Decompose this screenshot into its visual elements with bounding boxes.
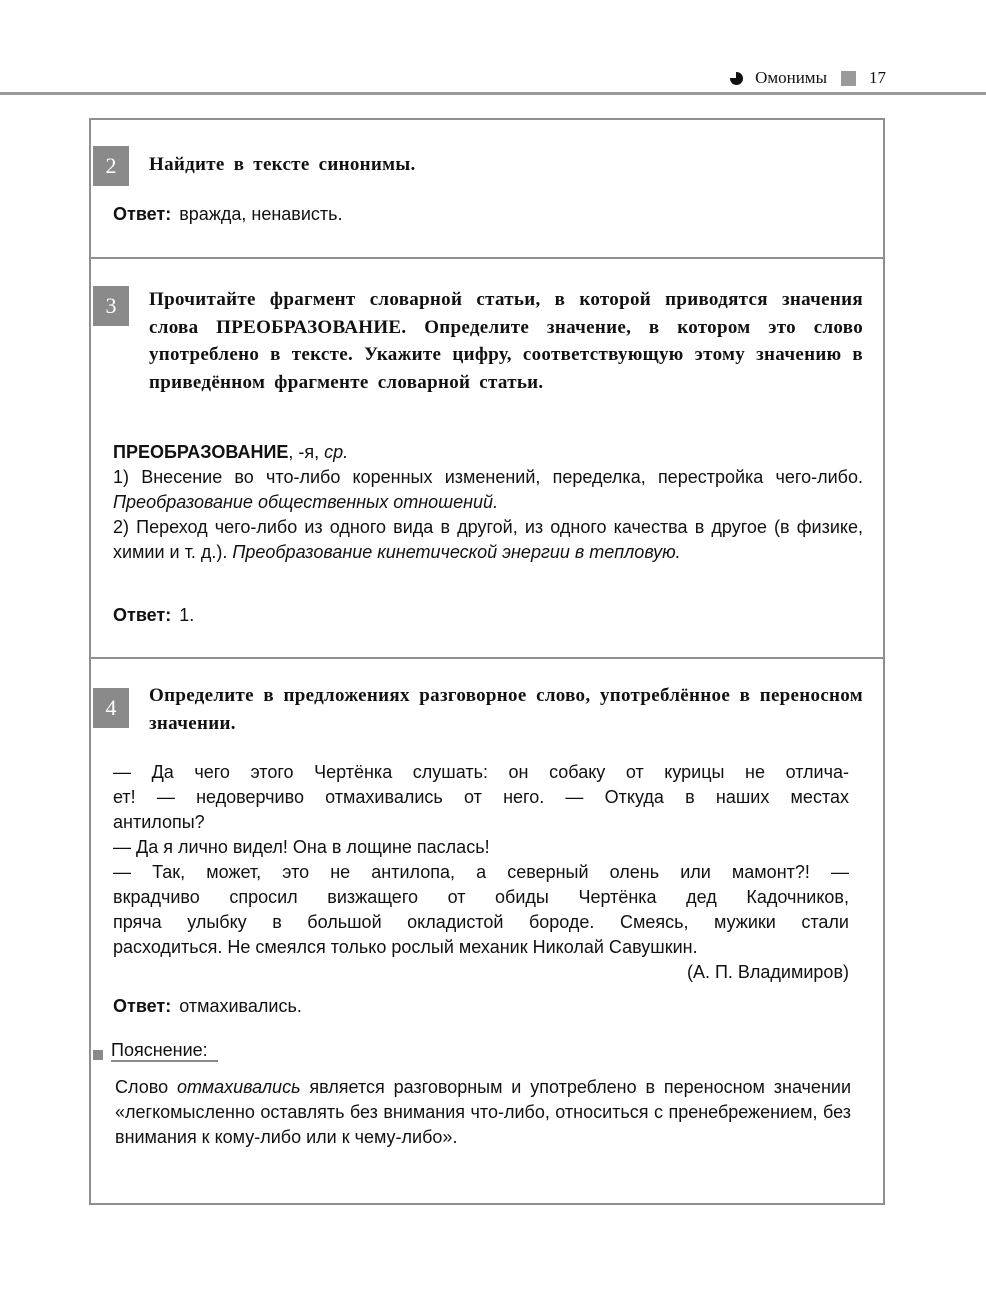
header-rule xyxy=(0,92,986,95)
task-4-number: 4 xyxy=(93,688,129,728)
explanation-heading xyxy=(91,1040,218,1062)
meaning-1 xyxy=(113,465,863,515)
page-number: 17 xyxy=(869,68,886,87)
task-3-number: 3 xyxy=(93,286,129,326)
task-3-question: Прочитайте фрагмент словарной статьи, в которой приводятся значения слова ПРЕОБРАЗОВАНИЕ. Определите значение, в котором это слово употреблено в тексте. Укажите цифру, соответствующую этому значению в приведённом фрагменте словарной статьи. xyxy=(149,289,863,393)
explanation-text xyxy=(115,1075,851,1150)
answer-value: вражда, ненависть. xyxy=(179,204,343,224)
task-2-question: Найдите в тексте синонимы. xyxy=(149,154,416,175)
entry-word: ПРЕОБРАЗОВАНИЕ xyxy=(113,442,289,462)
answer-label: Ответ: xyxy=(113,605,172,625)
meaning-2-example: Преобразование кинетической энергии в тепловую. xyxy=(232,542,681,562)
entry-headword-line xyxy=(113,440,863,465)
answer-value: 1. xyxy=(179,605,195,625)
task-divider xyxy=(91,657,883,659)
literary-excerpt xyxy=(113,760,849,985)
task-4-answer xyxy=(113,996,302,1017)
excerpt-line: — Так, может, это не антилопа, а северный олень или мамонт?! — xyxy=(113,862,849,882)
section-marker-icon xyxy=(730,72,743,85)
running-header xyxy=(730,66,886,90)
excerpt-line: расходиться. Не смеялся только рослый механик Николай Савушкин. xyxy=(113,937,698,957)
excerpt-author: (А. П. Владимиров) xyxy=(686,962,849,982)
entry-suffix: , -я, xyxy=(288,442,325,462)
task-2-answer xyxy=(113,204,343,225)
meaning-1-example: Преобразование общественных отношений. xyxy=(113,492,499,512)
separator-square-icon xyxy=(841,71,856,86)
task-4-question: Определите в предложениях разговорное слово, употреблённое в переносном значении. xyxy=(149,685,863,734)
excerpt-line: вкрадчиво спросил визжащего от обиды Чертёнка дед Кадочников, xyxy=(113,887,849,907)
meaning-2 xyxy=(113,515,863,565)
excerpt-line: пряча улыбку в большой окладистой бороде. Смеясь, мужики стали xyxy=(113,912,849,932)
task-divider xyxy=(91,257,883,259)
excerpt-line: — Да чего этого Чертёнка слушать: он собаку от курицы не отлича- xyxy=(113,762,849,782)
excerpt-line: — Да я лично видел! Она в лощине паслась! xyxy=(113,837,490,857)
answer-label: Ответ: xyxy=(113,204,172,224)
meaning-2-text: 2) Переход чего-либо из одного вида в другой, из одного качества в другое (в физике, химии и т. д.). xyxy=(113,517,863,562)
dictionary-entry xyxy=(113,440,863,565)
explanation-rest: является разговорным и употреблено в переносном значении «легкомысленно оставлять без внимания что-либо, относиться с пренебрежением, без внимания к кому-либо или к чему-либо». xyxy=(115,1077,851,1147)
excerpt-line: антилопы? xyxy=(113,812,205,832)
explanation-word: отмахивались xyxy=(176,1077,301,1097)
answer-value: отмахивались. xyxy=(179,996,302,1016)
explanation-marker-icon xyxy=(93,1050,103,1060)
meaning-1-text: 1) Внесение во что-либо коренных изменений, переделка, перестройка чего-либо. xyxy=(113,467,863,487)
section-title: Омонимы xyxy=(755,68,827,87)
task-2-number: 2 xyxy=(93,146,129,186)
explanation-start: Слово xyxy=(115,1077,177,1097)
excerpt-line: ет! — недоверчиво отмахивались от него. — Откуда в наших местах xyxy=(113,787,849,807)
tasks-frame xyxy=(89,118,885,1205)
explanation-label: Пояснение: xyxy=(111,1040,218,1062)
answer-label: Ответ: xyxy=(113,996,172,1016)
task-3-answer xyxy=(113,605,194,626)
entry-gender: ср. xyxy=(324,442,349,462)
